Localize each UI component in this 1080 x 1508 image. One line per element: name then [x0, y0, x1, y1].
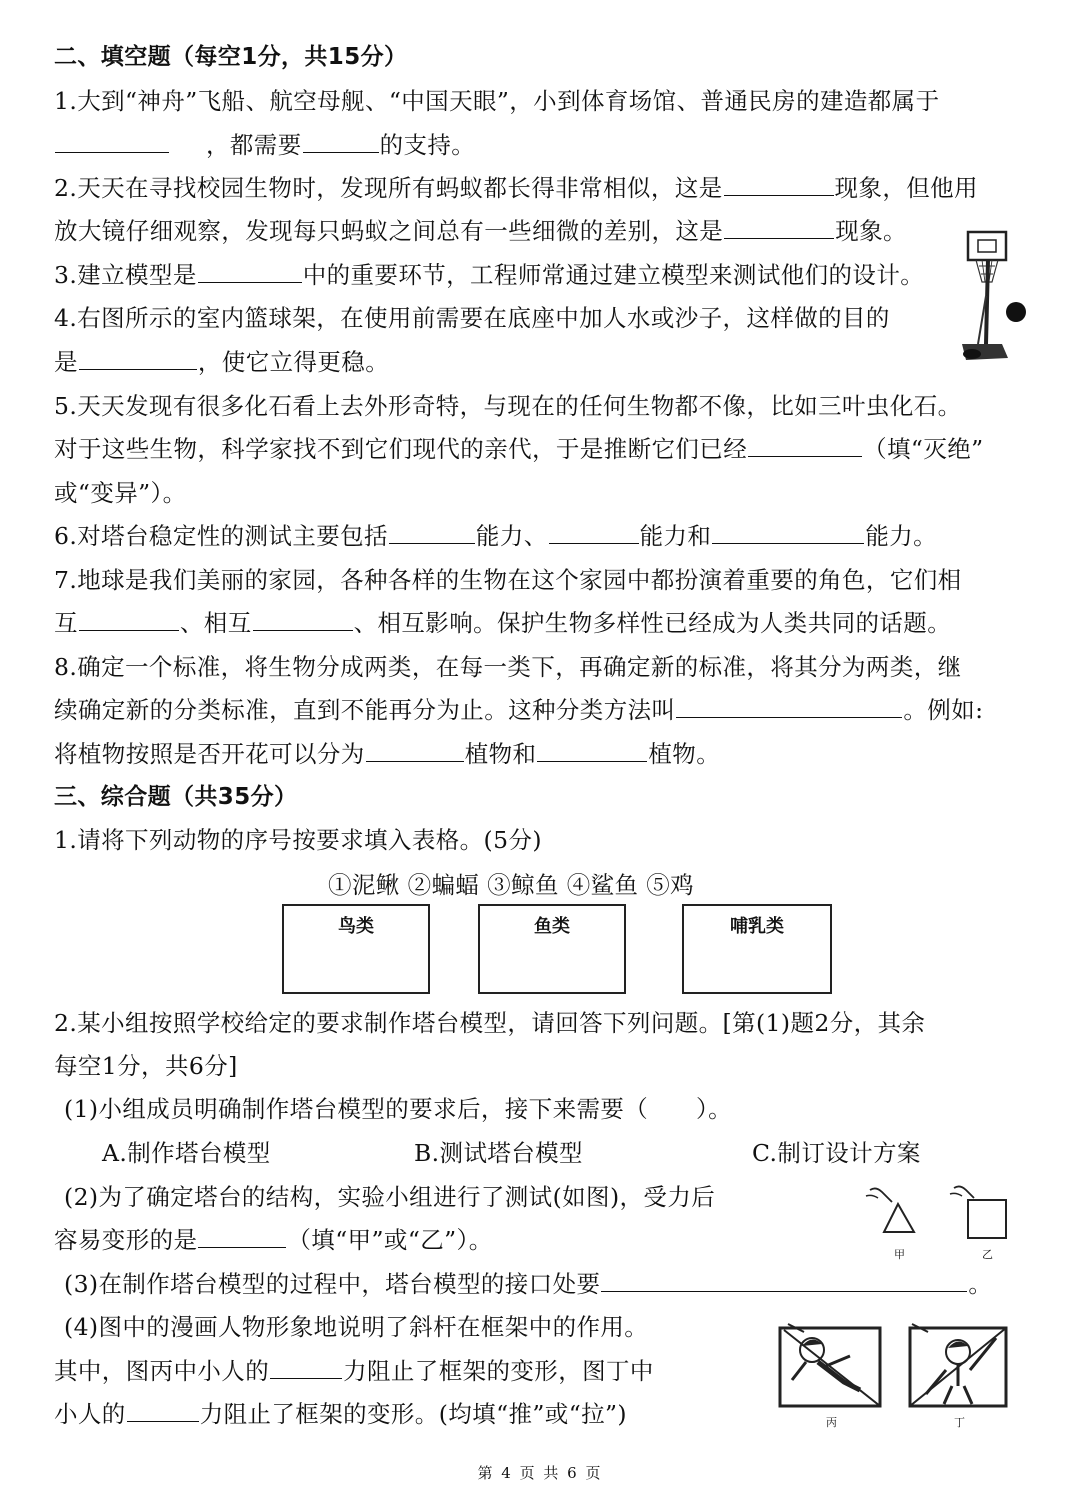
sub2-text-a: 容易变形的是 — [54, 1226, 198, 1254]
box-birds[interactable] — [282, 904, 430, 994]
q7-text-b: 、相互 — [179, 609, 252, 637]
q4-text-a: 是 — [54, 348, 78, 376]
sub3-text-b: 。 — [968, 1270, 993, 1298]
q2-line1 — [54, 171, 978, 205]
answer-blank[interactable] — [55, 128, 169, 153]
answer-blank[interactable] — [724, 171, 834, 196]
q5-text-b: （填“灭绝” — [863, 435, 984, 463]
q1-text-b: 的支持。 — [379, 131, 476, 159]
s3-q2-sub3 — [64, 1267, 992, 1301]
answer-blank[interactable] — [198, 1223, 286, 1248]
answer-blank[interactable] — [712, 519, 864, 544]
q5-line2 — [54, 432, 984, 466]
answer-blank[interactable] — [79, 606, 179, 631]
q6-text-b: 能力、 — [475, 522, 548, 550]
q5-line3: 或“变异”）。 — [54, 479, 187, 507]
option-c[interactable]: C.制订设计方案 — [752, 1139, 921, 1167]
q7-text-a: 互 — [54, 609, 78, 637]
basketball-stand-figure — [952, 226, 1032, 368]
q2-line2 — [54, 214, 907, 248]
q3-text-b: 中的重要环节，工程师常通过建立模型来测试他们的设计。 — [302, 261, 925, 289]
q6-text-c: 能力和 — [639, 522, 712, 550]
q8-text-d: 植物和 — [464, 740, 537, 768]
option-a[interactable]: A.制作塔台模型 — [102, 1139, 271, 1167]
s3-q1-prompt: 1.请将下列动物的序号按要求填入表格。(5分) — [54, 826, 542, 854]
box-label-birds: 鸟类 — [338, 916, 374, 937]
q3-line — [54, 258, 924, 292]
answer-blank[interactable] — [676, 693, 902, 718]
fig-label-yi: 乙 — [982, 1248, 993, 1261]
sub4-text-a: 其中，图丙中小人的 — [54, 1357, 270, 1385]
q7-text-c: 、相互影响。保护生物多样性已经成为人类共同的话题。 — [353, 609, 952, 637]
q8-text-b: 。例如: — [903, 696, 984, 724]
answer-blank[interactable] — [303, 128, 379, 153]
q8-line3 — [54, 737, 720, 771]
q1-line1: 1.大到“神舟”飞船、航空母舰、“中国天眼”，小到体育场馆、普通民房的建造都属于 — [54, 87, 940, 115]
q5-line1: 5.天天发现有很多化石看上去外形奇特，与现在的任何生物都不像，比如三叶虫化石。 — [54, 392, 962, 420]
q7-line2 — [54, 606, 951, 640]
s3-q2-sub4-line1: (4)图中的漫画人物形象地说明了斜杆在框架中的作用。 — [64, 1313, 649, 1341]
q8-line2 — [54, 693, 983, 727]
s3-q2-sub4-line2 — [54, 1354, 654, 1388]
s3-q2-sub1: (1)小组成员明确制作塔台模型的要求后，接下来需要（ ）。 — [64, 1095, 733, 1123]
q4-text-b: ，使它立得更稳。 — [197, 348, 390, 376]
sub3-text-a: (3)在制作塔台模型的过程中，塔台模型的接口处要 — [64, 1270, 601, 1298]
q6-text-d: 能力。 — [865, 522, 938, 550]
sub2-text-b: （填“甲”或“乙”）。 — [287, 1226, 493, 1254]
q4-line1: 4.右图所示的室内篮球架，在使用前需要在底座中加人水或沙子，这样做的目的 — [54, 304, 890, 332]
q6-text-a: 6.对塔台稳定性的测试主要包括 — [54, 522, 388, 550]
sub4-text-c: 小人的 — [54, 1400, 126, 1428]
sub4-text-d: 力阻止了框架的变形。(均填“推”或“拉”) — [199, 1400, 627, 1428]
answer-blank[interactable] — [537, 737, 647, 762]
q8-text-a: 续确定新的分类标准，直到不能再分为止。这种分类方法叫 — [54, 696, 676, 724]
q6-line — [54, 519, 937, 553]
answer-blank[interactable] — [724, 214, 834, 239]
answer-blank[interactable] — [549, 519, 639, 544]
cartoon-frames-figure — [776, 1320, 1012, 1412]
section2-heading: 二、填空题（每空1分，共15分） — [54, 44, 408, 70]
answer-blank[interactable] — [748, 432, 862, 457]
q2-text-a: 2.天天在寻找校园生物时，发现所有蚂蚁都长得非常相似，这是 — [54, 174, 723, 202]
answer-blank[interactable] — [601, 1267, 967, 1292]
box-fish[interactable] — [478, 904, 626, 994]
box-mammals[interactable] — [682, 904, 832, 994]
q8-line1: 8.确定一个标准，将生物分成两类，在每一类下，再确定新的标准，将其分为两类，继 — [54, 653, 962, 681]
fig-label-jia: 甲 — [894, 1248, 905, 1261]
option-b[interactable]: B.测试塔台模型 — [414, 1139, 583, 1167]
structure-test-figure — [862, 1182, 1022, 1262]
answer-blank[interactable] — [270, 1354, 342, 1379]
answer-blank[interactable] — [366, 737, 464, 762]
answer-blank[interactable] — [127, 1397, 199, 1422]
q2-text-c: 放大镜仔细观察，发现每只蚂蚁之间总有一些细微的差别，这是 — [54, 217, 724, 245]
q3-text-a: 3.建立模型是 — [54, 261, 197, 289]
q7-line1: 7.地球是我们美丽的家园，各种各样的生物在这个家园中都扮演着重要的角色，它们相 — [54, 566, 962, 594]
fig-label-bing: 丙 — [826, 1416, 837, 1429]
page-footer: 第 4 页 共 6 页 — [477, 1464, 603, 1482]
fig-label-ding: 丁 — [954, 1416, 965, 1429]
box-label-fish: 鱼类 — [534, 916, 570, 937]
q8-text-e: 植物。 — [648, 740, 721, 768]
answer-blank[interactable] — [198, 258, 302, 283]
section3-heading: 三、综合题（共35分） — [54, 784, 298, 810]
s3-q2-prompt1: 2.某小组按照学校给定的要求制作塔台模型，请回答下列问题。[第(1)题2分，其余 — [54, 1009, 926, 1037]
s3-q2-sub4-line3 — [54, 1397, 627, 1431]
answer-blank[interactable] — [253, 606, 353, 631]
answer-blank[interactable] — [389, 519, 475, 544]
sub4-text-b: 力阻止了框架的变形，图丁中 — [343, 1357, 654, 1385]
q1-line2 — [54, 128, 475, 162]
box-label-mammals: 哺乳类 — [730, 916, 784, 937]
q8-text-c: 将植物按照是否开花可以分为 — [54, 740, 365, 768]
q4-line2 — [54, 345, 389, 379]
q2-text-b: 现象，但他用 — [834, 174, 978, 202]
animal-list: ①泥鳅 ②蝙蝠 ③鲸鱼 ④鲨鱼 ⑤鸡 — [328, 871, 695, 899]
s3-q2-sub2-line1: (2)为了确定塔台的结构，实验小组进行了测试(如图)，受力后 — [64, 1183, 716, 1211]
q2-text-d: 现象。 — [835, 217, 907, 245]
answer-blank[interactable] — [79, 345, 197, 370]
q5-text-a: 对于这些生物，科学家找不到它们现代的亲代，于是推断它们已经 — [54, 435, 748, 463]
s3-q2-prompt2: 每空1分，共6分] — [54, 1052, 238, 1080]
q1-text-a: ，都需要 — [206, 131, 302, 159]
s3-q2-sub2-line2 — [54, 1223, 493, 1257]
